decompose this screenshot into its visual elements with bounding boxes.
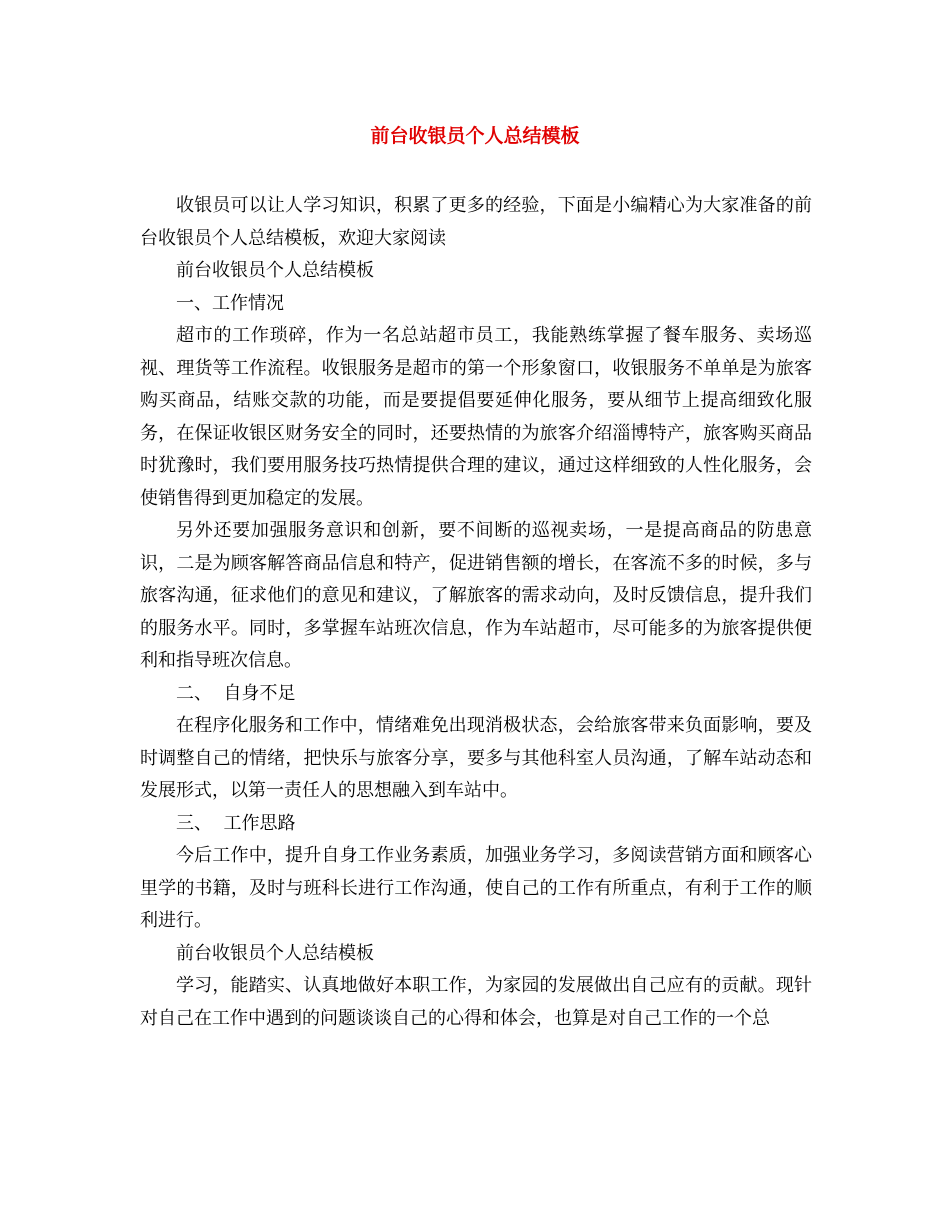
section-heading: 前台收银员个人总结模板 (176, 942, 374, 964)
body-paragraph: 超市的工作琐碎，作为一名总站超市员工，我能熟练掌握了餐车服务、卖场巡视、理货等工作流程。收银服务是超市的第一个形象窗口，收银服务不单单是为旅客购买商品，结账交款的功能，而是要提倡要延伸化服务，要从细节上提高细致化服务，在保证收银区财务安全的同时，还要热情的为旅客介绍淄博特产，旅客购买商品时犹豫时，我们要用服务技巧热情提供合理的建议，通过这样细致的人性化服务，会使销售得到更加稳定的发展。 (140, 325, 812, 509)
section-heading: 三、 工作思路 (176, 812, 296, 834)
body-paragraph: 学习，能踏实、认真地做好本职工作，为家园的发展做出自己应有的贡献。现针对自己在工作中遇到的问题谈谈自己的心得和体会，也算是对自己工作的一个总 (140, 975, 812, 1029)
section-heading: 二、 自身不足 (176, 682, 296, 704)
body-paragraph: 在程序化服务和工作中，情绪难免出现消极状态，会给旅客带来负面影响，要及时调整自己的情绪，把快乐与旅客分享，要多与其他科室人员沟通，了解车站动态和发展形式，以第一责任人的思想融入到车站中。 (140, 715, 812, 801)
intro-paragraph: 收银员可以让人学习知识，积累了更多的经验，下面是小编精心为大家准备的前台收银员个人总结模板，欢迎大家阅读 (140, 195, 812, 249)
body-paragraph: 另外还要加强服务意识和创新，要不间断的巡视卖场，一是提高商品的防患意识，二是为顾客解答商品信息和特产，促进销售额的增长，在客流不多的时候，多与旅客沟通，征求他们的意见和建议，了解旅客的需求动向，及时反馈信息，提升我们的服务水平。同时，多掌握车站班次信息，作为车站超市，尽可能多的为旅客提供便利和指导班次信息。 (140, 520, 812, 671)
section-heading: 前台收银员个人总结模板 (176, 260, 374, 281)
section-heading: 一、工作情况 (176, 292, 284, 314)
body-paragraph: 今后工作中，提升自身工作业务素质，加强业务学习，多阅读营销方面和顾客心里学的书籍，及时与班科长进行工作沟通，使自己的工作有所重点，有利于工作的顺利进行。 (140, 845, 812, 931)
document-title: 前台收银员个人总结模板 (370, 125, 580, 147)
document-body (140, 190, 812, 1035)
